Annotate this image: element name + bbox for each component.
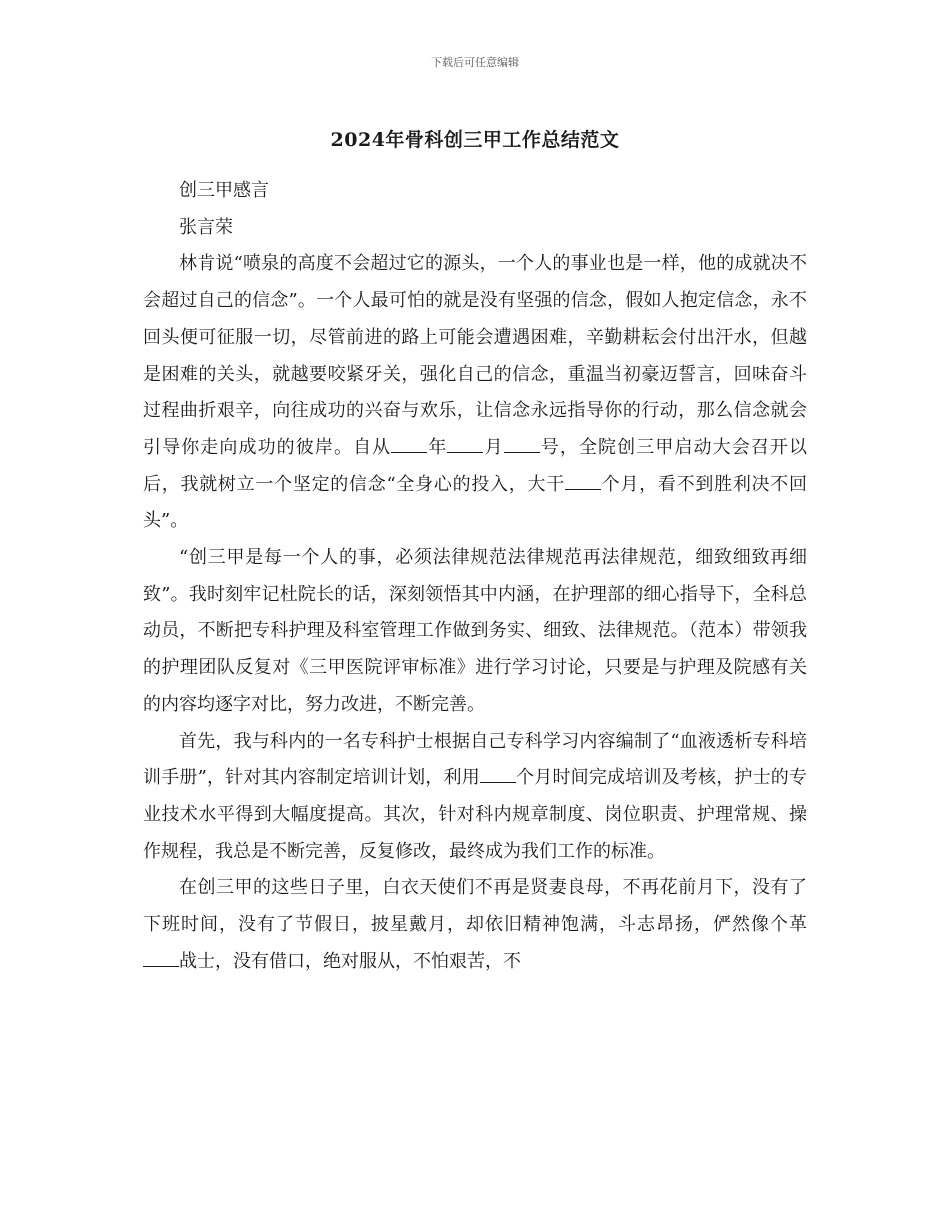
paragraph-1-text-d: 号，全院创三甲启动大会召开以后，我就树立一个坚定的信念“全身心的投入，大干 xyxy=(143,436,808,495)
paragraph-4 xyxy=(143,870,807,980)
paragraph-1 xyxy=(143,246,807,540)
blank-day xyxy=(504,436,540,453)
header-note: 下载后可任意编辑 xyxy=(431,56,519,69)
paragraph-2: “创三甲是每一个人的事，必须法律规范法律规范再法律规范，细致细致再细致”。我时刻牢记杜院长的话，深刻领悟其中内涵，在护理部的细心指导下，全科总动员，不断把专科护理及科室管理工作做到务实、细致、法律规范。（范本）带领我的护理团队反复对《三甲医院评审标准》进行学习讨论，只要是与护理及院感有关的内容均逐字对比，努力改进，不断完善。 xyxy=(143,547,807,715)
document-body xyxy=(143,173,807,980)
blank-word xyxy=(143,950,179,967)
blank-training-months xyxy=(480,766,516,783)
blank-year xyxy=(391,436,427,453)
paragraph-4-text-a: 在创三甲的这些日子里，白衣天使们不再是贤妻良母，不再花前月下，没有了下班时间，没有了节假日，披星戴月，却依旧精神饱满，斗志昂扬，俨然像个革 xyxy=(143,877,807,936)
paragraph-3-text-a: 首先，我与科内的一名专科护士根据自己专科学习内容编制了“血液透析专科培训手册”，针对其内容制定培训计划，利用 xyxy=(143,730,807,789)
paragraph-1-text-a: 林肯说“喷泉的高度不会超过它的源头，一个人的事业也是一样，他的成就决不会超过自己的信念”。一个人最可怕的就是没有坚强的信念，假如人抱定信念，永不回头便可征服一切，尽管前进的路上可能会遭遇困难，辛勤耕耘会付出汗水，但越是困难的关头，就越要咬紧牙关，强化自己的信念，重温当初豪迈誓言，回味奋斗过程曲折艰辛，向往成功的兴奋与欢乐，让信念永远指导你的行动，那么信念就会引导你走向成功的彼岸。自从 xyxy=(143,253,807,458)
paragraph-3 xyxy=(143,724,807,871)
paragraph-3-text-b: 个月时间完成培训及考核，护士的专业技术水平得到大幅度提高。其次，针对科内规章制度、岗位职责、护理常规、操作规程，我总是不断完善，反复修改，最终成为我们工作的标准。 xyxy=(143,767,807,862)
paragraph-4-text-b: 战士，没有借口，绝对服从，不怕艰苦，不 xyxy=(179,950,521,972)
paragraph-1-text-b: 年 xyxy=(427,436,448,458)
author-name: 张言荣 xyxy=(179,216,233,238)
paragraph-1-text-e: 个月，看不到胜利决不回头”。 xyxy=(143,473,808,532)
blank-months-count xyxy=(565,472,601,489)
section-subtitle: 创三甲感言 xyxy=(179,180,269,201)
document-title: 2024年骨科创三甲工作总结范文 xyxy=(330,129,620,151)
blank-month xyxy=(447,436,483,453)
paragraph-1-text-c: 月 xyxy=(483,436,504,458)
